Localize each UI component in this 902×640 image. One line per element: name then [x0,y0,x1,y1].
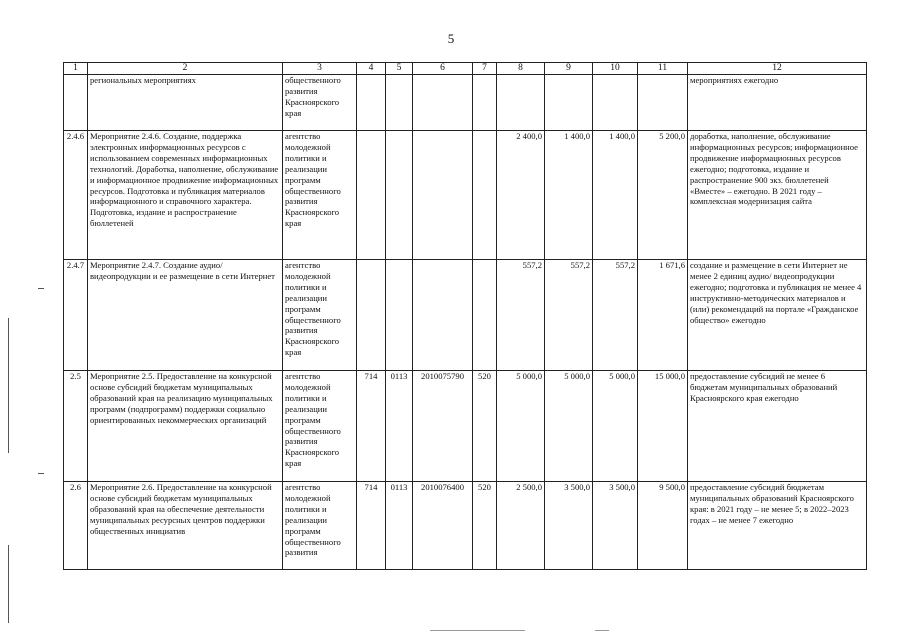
scan-artifact-line [430,630,525,631]
column-header: 2 [88,63,283,75]
csr-code [413,260,473,371]
column-header: 6 [413,63,473,75]
year1-amount: 5 000,0 [497,371,545,482]
year2-amount [545,75,593,131]
csr-code: 2010076400 [413,482,473,570]
grbs-code: 714 [357,371,386,482]
year2-amount: 557,2 [545,260,593,371]
executor: агентство молодежной политики и реализации программ общественного развития Красноярского края [283,131,357,260]
year3-amount [593,75,638,131]
executor: общественного развития Красноярского края [283,75,357,131]
column-header: 8 [497,63,545,75]
column-header: 11 [638,63,688,75]
csr-code: 2010075790 [413,371,473,482]
measure-name: региональных мероприятиях [88,75,283,131]
grbs-code [357,131,386,260]
table-row [64,260,867,371]
table-row [64,131,867,260]
vr-code: 520 [473,482,497,570]
year2-amount: 1 400,0 [545,131,593,260]
vr-code [473,260,497,371]
column-header: 5 [386,63,413,75]
column-header: 3 [283,63,357,75]
total-amount: 15 000,0 [638,371,688,482]
expected-result: мероприятиях ежегодно [688,75,867,131]
column-header: 12 [688,63,867,75]
binding-mark [8,318,9,453]
vr-code [473,131,497,260]
binding-tick [38,288,44,289]
year3-amount: 5 000,0 [593,371,638,482]
scan-artifact-line [595,630,609,631]
column-header: 9 [545,63,593,75]
column-header: 4 [357,63,386,75]
binding-mark [8,545,9,623]
executor: агентство молодежной политики и реализации программ общественного развития Красноярского края [283,260,357,371]
row-number: 2.5 [64,371,88,482]
column-number-row [64,63,867,75]
executor: агентство молодежной политики и реализации программ общественного развития Красноярского края [283,371,357,482]
year1-amount: 557,2 [497,260,545,371]
vr-code [473,75,497,131]
measures-table [63,62,867,570]
total-amount: 5 200,0 [638,131,688,260]
year2-amount: 3 500,0 [545,482,593,570]
year3-amount: 1 400,0 [593,131,638,260]
total-amount: 9 500,0 [638,482,688,570]
year1-amount: 2 400,0 [497,131,545,260]
year3-amount: 557,2 [593,260,638,371]
total-amount: 1 671,6 [638,260,688,371]
expected-result: создание и размещение в сети Интернет не менее 2 единиц аудио/ видеопродукции ежегодно; подготовка и публикация не менее 4 инструктивно-методических материалов и (или) рекомендаций на портале «Гражданское общество» ежегодно [688,260,867,371]
csr-code [413,75,473,131]
year1-amount [497,75,545,131]
total-amount [638,75,688,131]
row-number: 2.4.7 [64,260,88,371]
grbs-code [357,260,386,371]
measure-name: Мероприятие 2.6. Предоставление на конкурсной основе субсидий бюджетам муниципальных образований края на обеспечение деятельности муниципальных ресурсных центров поддержки общественных инициатив [88,482,283,570]
executor: агентство молодежной политики и реализации программ общественного развития [283,482,357,570]
column-header: 10 [593,63,638,75]
rzpr-code [386,260,413,371]
column-header: 1 [64,63,88,75]
table-row [64,75,867,131]
csr-code [413,131,473,260]
measure-name: Мероприятие 2.5. Предоставление на конкурсной основе субсидий бюджетам муниципальных образований края на реализацию муниципальных программ (подпрограмм) поддержки социально ориентированных некоммерческих организаций [88,371,283,482]
rzpr-code [386,131,413,260]
rzpr-code [386,75,413,131]
binding-tick [38,473,44,474]
measure-name: Мероприятие 2.4.6. Создание, поддержка электронных информационных ресурсов с использованием современных информационных технологий. Доработка, наполнение, обслуживание и информационное продвижение информационных ресурсов. Подготовка и публикация материалов информационного и справочного характера. Подготовка, издание и распространение бюллетеней [88,131,283,260]
measure-name: Мероприятие 2.4.7. Создание аудио/видеопродукции и ее размещение в сети Интернет [88,260,283,371]
year2-amount: 5 000,0 [545,371,593,482]
expected-result: доработка, наполнение, обслуживание информационных ресурсов; информационное продвижение информационных ресурсов ежегодно; подготовка, издание и распространение 900 экз. бюллетеней «Вместе» – ежегодно. В 2021 году – комплексная модернизация сайта [688,131,867,260]
rzpr-code: 0113 [386,482,413,570]
grbs-code [357,75,386,131]
year1-amount: 2 500,0 [497,482,545,570]
rzpr-code: 0113 [386,371,413,482]
column-header: 7 [473,63,497,75]
expected-result: предоставление субсидий не менее 6 бюджетам муниципальных образований Красноярского края ежегодно [688,371,867,482]
row-number [64,75,88,131]
table-row [64,371,867,482]
year3-amount: 3 500,0 [593,482,638,570]
expected-result: предоставление субсидий бюджетам муниципальных образований Красноярского края: в 2021 году – не менее 5; в 2022–2023 годах – не менее 7 ежегодно [688,482,867,570]
vr-code: 520 [473,371,497,482]
page-number: 5 [447,31,455,46]
row-number: 2.4.6 [64,131,88,260]
grbs-code: 714 [357,482,386,570]
row-number: 2.6 [64,482,88,570]
table-row [64,482,867,570]
